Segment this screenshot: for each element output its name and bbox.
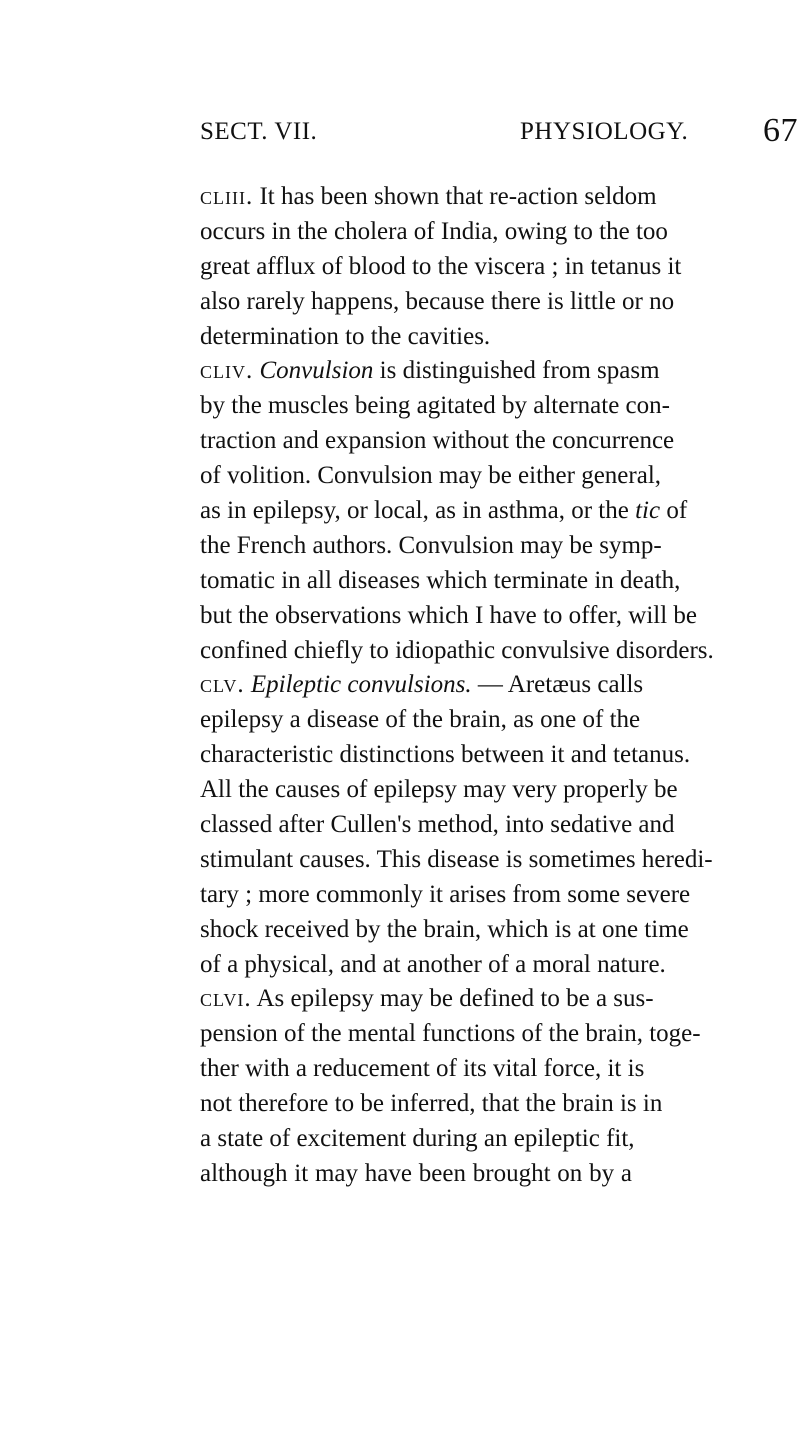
text-line: as in epilepsy, or local, as in asthma, or the tic of	[200, 497, 688, 525]
running-title: PHYSIOLOGY.	[520, 118, 689, 145]
text-line: epilepsy a disease of the brain, as one of the	[200, 706, 641, 734]
paragraph-number: clv.	[200, 671, 245, 699]
text-line: occurs in the cholera of India, owing to the too	[200, 217, 668, 245]
text-line: but the observations which I have to offer, will be	[200, 601, 698, 629]
text-line: of volition. Convulsion may be either general,	[200, 462, 662, 490]
text-line: of a physical, and at another of a moral nature.	[200, 950, 666, 978]
text-line: traction and expansion without the concurrence	[200, 427, 675, 455]
text-line: although it may have been brought on by a	[200, 1159, 632, 1187]
italic-heading: Convulsion	[259, 357, 374, 385]
text-line: not therefore to be inferred, that the brain is in	[200, 1090, 663, 1118]
italic-term: tic	[635, 497, 661, 525]
text-line: confined chiefly to idiopathic convulsive disorders.	[200, 636, 714, 664]
body-text	[200, 180, 714, 1192]
text-line: ther with a reducement of its vital force, it is	[200, 1055, 645, 1083]
page-number: 67	[763, 112, 798, 149]
text-line: a state of excitement during an epileptic fit,	[200, 1125, 635, 1153]
text-line: the French authors. Convulsion may be symp-	[200, 531, 662, 559]
text-line: determination to the cavities.	[200, 322, 491, 350]
text-line: tomatic in all diseases which terminate in death,	[200, 566, 681, 594]
text-line: tary ; more commonly it arises from some severe	[200, 880, 691, 908]
text-line: pension of the mental functions of the brain, toge-	[200, 1020, 701, 1048]
text-line: by the muscles being agitated by alternate con-	[200, 392, 670, 420]
text-line: classed after Cullen's method, into sedative and	[200, 811, 675, 839]
text-line: great afflux of blood to the viscera ; in tetanus it	[200, 252, 682, 280]
text-line: stimulant causes. This disease is sometimes heredi-	[200, 845, 713, 873]
text-line: All the causes of epilepsy may very properly be	[200, 776, 678, 804]
paragraph-number: clvi.	[200, 985, 252, 1013]
text-line: cliii. It has been shown that re-action seldom	[200, 183, 657, 210]
paragraph-number: cliii.	[200, 183, 254, 210]
text-line: clvi. As epilepsy may be defined to be a sus-	[200, 985, 654, 1013]
text-line: shock received by the brain, which is at one time	[200, 915, 689, 943]
section-label: SECT. VII.	[200, 118, 318, 145]
text-line: also rarely happens, because there is little or no	[200, 287, 675, 315]
text-line: cliv. Convulsion is distinguished from spasm	[200, 357, 660, 385]
paragraph-number: cliv.	[200, 357, 254, 385]
text-line: clv. Epileptic convulsions. — Aretæus calls	[200, 671, 644, 699]
italic-heading: Epileptic convulsions.	[250, 671, 472, 699]
text-line: characteristic distinctions between it and tetanus.	[200, 741, 691, 769]
running-head	[200, 112, 798, 152]
